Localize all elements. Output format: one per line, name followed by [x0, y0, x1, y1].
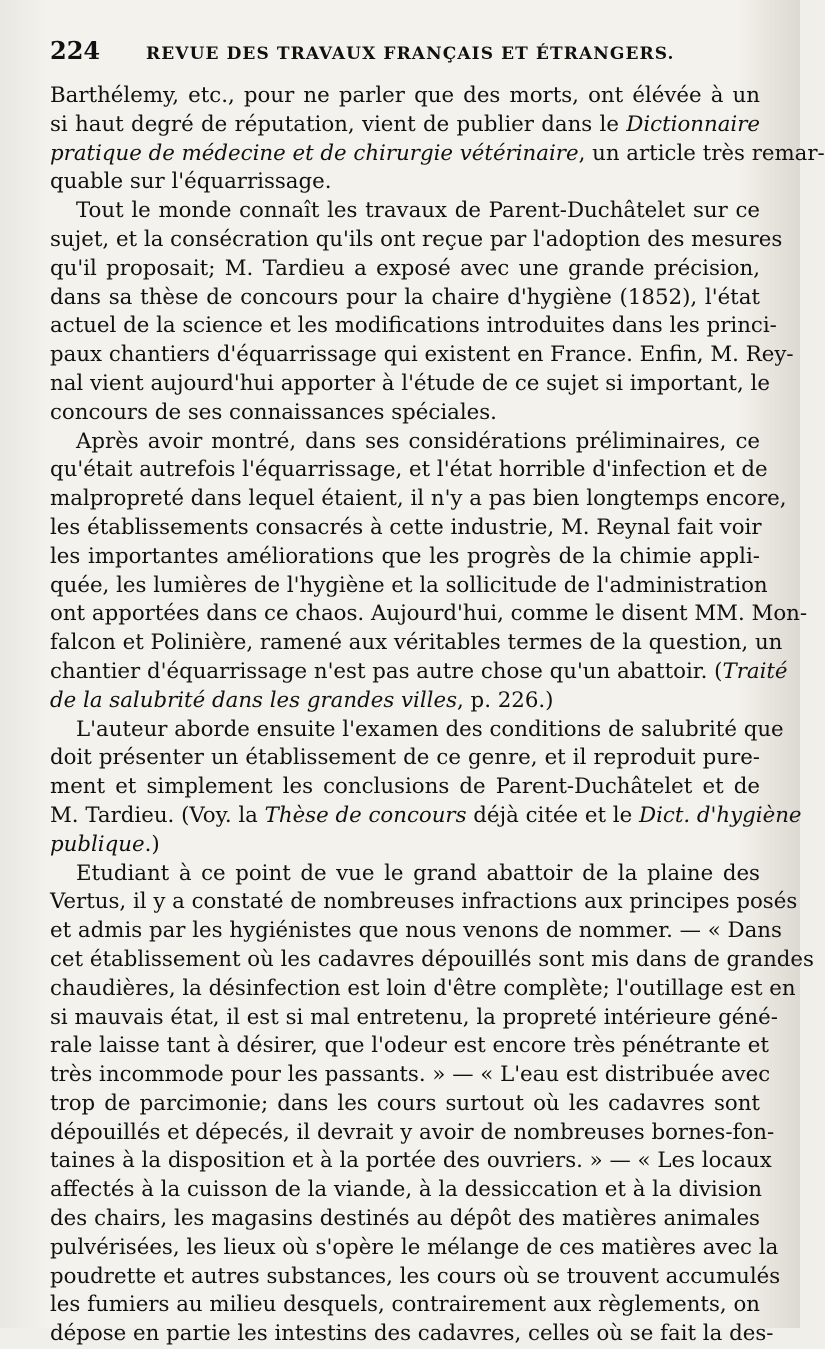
text-segment: dépose en partie les intestins des cadavres, celles où se fait la des-	[50, 1321, 774, 1347]
text-line	[50, 312, 777, 341]
text-segment: ont apportées dans ce chaos. Aujourd'hui, comme le disent MM. Mon-	[50, 601, 808, 627]
text-line	[50, 888, 798, 917]
text-line	[50, 744, 760, 773]
text-line	[50, 946, 814, 975]
text-line	[50, 1291, 760, 1320]
text-segment: cet établissement où les cadavres dépouillés sont mis dans de grandes	[50, 946, 814, 972]
text-segment: nal vient aujourd'hui apporter à l'étude de ce sujet si important, le	[50, 370, 770, 396]
text-segment: déjà citée et le	[466, 802, 639, 828]
text-segment: .)	[144, 831, 160, 857]
text-line	[50, 802, 802, 831]
text-segment: affectés à la cuisson de la viande, à la dessiccation et à la division	[50, 1177, 763, 1203]
text-segment: si haut degré de réputation, vient de publier dans le	[50, 111, 627, 137]
text-line	[50, 370, 770, 399]
text-line	[50, 1032, 769, 1061]
italic-text: Dictionnaire	[626, 111, 760, 137]
text-line	[50, 773, 760, 802]
text-line	[50, 658, 788, 687]
text-segment: quable sur l'équarrissage.	[50, 169, 332, 195]
text-line	[50, 831, 760, 860]
text-segment: les importantes améliorations que les progrès de la chimie appli-	[50, 543, 760, 569]
text-line	[50, 917, 782, 946]
text-segment: les fumiers au milieu desquels, contrairement aux règlements, on	[50, 1292, 760, 1318]
text-segment: chantier d'équarrissage n'est pas autre chose qu'un abattoir. (	[50, 658, 723, 684]
text-line	[50, 860, 760, 889]
text-segment: actuel de la science et les modifications introduites dans les princi-	[50, 313, 777, 339]
text-segment: quée, les lumières de l'hygiène et la sollicitude de l'administration	[50, 572, 768, 598]
text-segment: malpropreté dans lequel étaient, il n'y a pas bien longtemps encore,	[50, 486, 787, 512]
text-segment: si mauvais état, il est si mal entretenu, la propreté intérieure géné-	[50, 1004, 778, 1030]
text-line	[50, 1205, 760, 1234]
text-segment: Barthélemy, etc., pour ne parler que des morts, ont élévée à un	[50, 83, 760, 108]
text-segment: dans sa thèse de concours pour la chaire d'hygiène (1852), l'état	[50, 284, 760, 310]
text-line	[50, 629, 783, 658]
text-line	[50, 197, 760, 226]
text-segment: très incommode pour les passants. » — « L'eau est distribuée avec	[50, 1062, 771, 1088]
text-segment: Tout le monde connaît les travaux de Parent-Duchâtelet sur ce	[76, 198, 760, 224]
text-line	[50, 456, 768, 485]
text-segment: paux chantiers d'équarrissage qui existent en France. Enfin, M. Rey-	[50, 342, 794, 368]
text-line	[50, 716, 784, 745]
running-header	[50, 36, 762, 70]
text-segment: dépouillés et dépecés, il devrait y avoir de nombreuses bornes-fon-	[50, 1119, 775, 1145]
text-line	[50, 1147, 772, 1176]
text-line	[50, 82, 760, 111]
italic-text: pratique de médecine et de chirurgie vétérinaire	[50, 140, 579, 166]
text-line	[50, 975, 796, 1004]
text-segment: concours de ses connaissances spéciales.	[50, 399, 497, 425]
text-segment: Etudiant à ce point de vue le grand abattoir de la plaine des	[76, 860, 760, 886]
text-line	[50, 168, 760, 197]
text-line	[50, 399, 760, 428]
text-line	[50, 284, 760, 313]
text-segment: L'auteur aborde ensuite l'examen des conditions de salubrité que	[76, 716, 784, 742]
text-segment: sujet, et la consécration qu'ils ont reçue par l'adoption des mesures	[50, 226, 783, 252]
text-segment: Après avoir montré, dans ses considérations préliminaires, ce	[76, 428, 760, 454]
text-line	[50, 485, 787, 514]
text-line	[50, 514, 760, 543]
text-line	[50, 1061, 771, 1090]
text-line	[50, 226, 783, 255]
text-segment: taines à la disposition et à la portée des ouvriers. » — « Les locaux	[50, 1148, 772, 1174]
text-line	[50, 572, 768, 601]
body-text	[50, 82, 825, 1349]
text-line	[50, 111, 760, 140]
italic-text: Dict. d'hygiène	[639, 802, 802, 828]
italic-text: Traité	[722, 658, 788, 684]
text-segment: pulvérisées, les lieux où s'opère le mélange de ces matières avec la	[50, 1234, 779, 1260]
text-segment: Vertus, il y a constaté de nombreuses infractions aux principes posés	[50, 889, 798, 915]
text-line	[50, 341, 794, 370]
text-segment: rale laisse tant à désirer, que l'odeur est encore très pénétrante et	[50, 1033, 769, 1059]
text-segment: et admis par les hygiénistes que nous venons de nommer. — « Dans	[50, 918, 782, 944]
text-line	[50, 255, 760, 284]
text-line	[50, 1320, 774, 1349]
text-segment: M. Tardieu. (Voy. la	[50, 802, 265, 828]
italic-text: de la salubrité dans les grandes villes	[50, 687, 458, 713]
text-line	[50, 600, 808, 629]
text-segment: poudrette et autres substances, les cours où se trouvent accumulés	[50, 1263, 781, 1289]
italic-text: publique	[50, 831, 145, 857]
text-segment: trop de parcimonie; dans les cours surtout où les cadavres sont	[50, 1090, 760, 1116]
text-line	[50, 428, 760, 457]
text-segment: , un article très remar-	[578, 140, 825, 166]
text-segment: des chairs, les magasins destinés au dépôt des matières animales	[50, 1206, 760, 1232]
text-line	[50, 1119, 775, 1148]
text-segment: les établissements consacrés à cette industrie, M. Reynal fait voir	[50, 514, 762, 540]
running-title: REVUE DES TRAVAUX FRANÇAIS ET ÉTRANGERS.	[146, 44, 675, 64]
text-segment: , p. 226.)	[457, 687, 554, 713]
text-line	[50, 140, 825, 169]
text-line	[50, 1263, 781, 1292]
text-segment: falcon et Polinière, ramené aux véritables termes de la question, un	[50, 630, 783, 656]
text-segment: chaudières, la désinfection est loin d'être complète; l'outillage est en	[50, 975, 796, 1001]
text-line	[50, 1234, 779, 1263]
text-line	[50, 543, 760, 572]
page-number: 224	[50, 36, 101, 65]
text-line	[50, 1004, 778, 1033]
text-segment: qu'était autrefois l'équarrissage, et l'état horrible d'infection et de	[50, 457, 768, 483]
text-segment: doit présenter un établissement de ce genre, et il reproduit pure-	[50, 745, 760, 771]
text-segment: ment et simplement les conclusions de Parent-Duchâtelet et de	[50, 774, 760, 800]
italic-text: Thèse de concours	[264, 802, 467, 828]
text-line	[50, 1176, 763, 1205]
text-segment: qu'il proposait; M. Tardieu a exposé avec une grande précision,	[50, 255, 760, 281]
text-line	[50, 1090, 760, 1119]
text-line	[50, 687, 760, 716]
